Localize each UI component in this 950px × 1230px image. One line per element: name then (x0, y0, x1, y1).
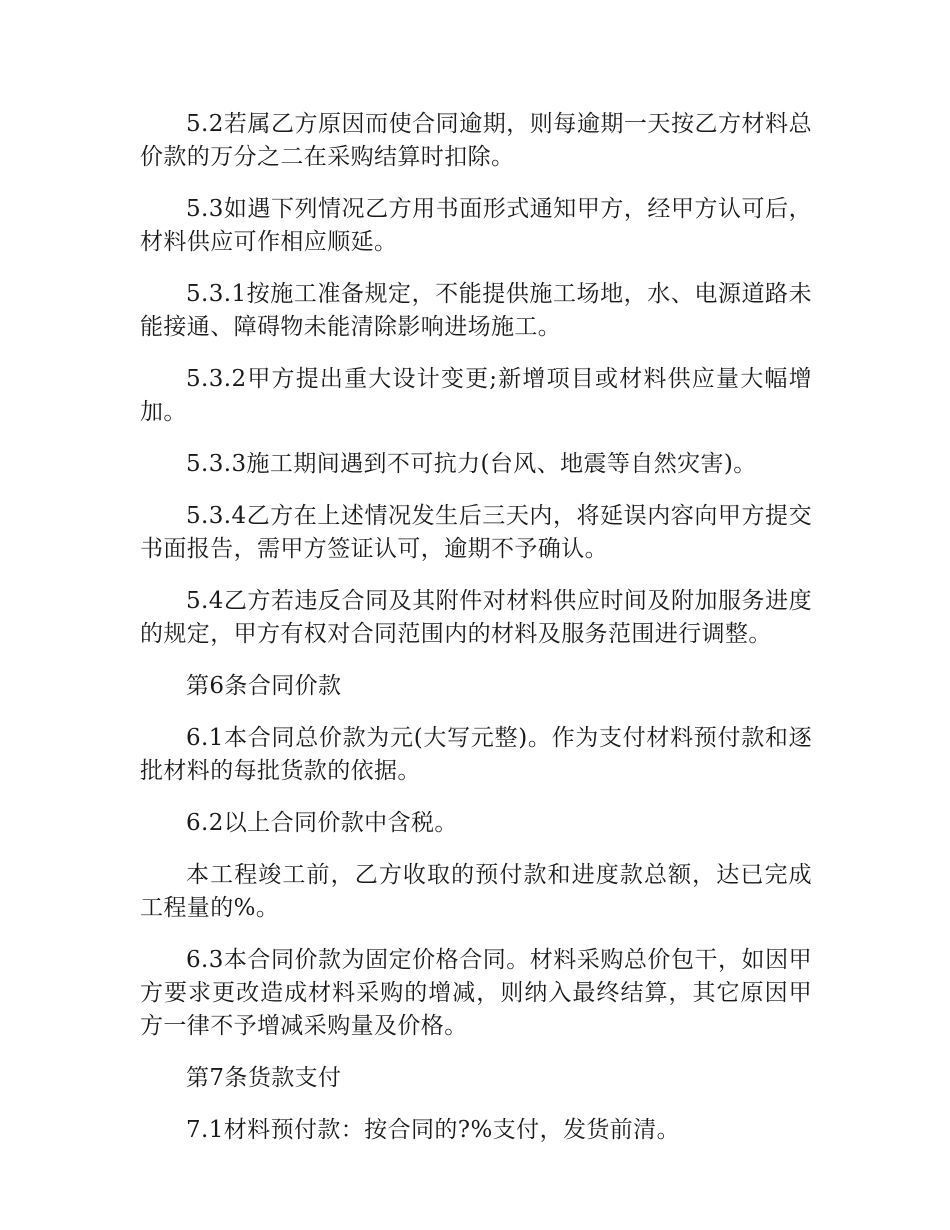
paragraph-5-3-3: 5.3.3施工期间遇到不可抗力(台风、地震等自然灾害)。 (186, 451, 757, 477)
paragraph-6-3: 6.3本合同价款为固定价格合同。材料采购总价包干，如因甲方要求更改造成材料采购的增减，则纳入最终结算，其它原因甲方一律不予增减采购量及价格。 (140, 947, 812, 1039)
paragraph-5-3-4: 5.3.4乙方在上述情况发生后三天内，将延误内容向甲方提交书面报告，需甲方签证认可，逾期不予确认。 (140, 503, 812, 562)
paragraph-6-2: 6.2以上合同价款中含税。 (186, 810, 458, 836)
paragraph-5-3: 5.3如遇下列情况乙方用书面形式通知甲方，经甲方认可后，材料供应可作相应顺延。 (140, 196, 812, 255)
paragraph-progress-payment: 本工程竣工前，乙方收取的预付款和进度款总额，达已完成工程量的%。 (140, 862, 812, 921)
document-body (140, 108, 812, 1166)
section-heading-article-6: 第6条合同价款 (186, 673, 342, 699)
paragraph-5-3-1: 5.3.1按施工准备规定，不能提供施工场地，水、电源道路未能接通、障碍物未能清除影响进场施工。 (140, 281, 812, 340)
paragraph-6-1: 6.1本合同总价款为元(大写元整)。作为支付材料预付款和逐批材料的每批货款的依据。 (140, 725, 812, 784)
section-heading-article-7: 第7条货款支付 (186, 1065, 342, 1091)
paragraph-5-3-2: 5.3.2甲方提出重大设计变更;新增项目或材料供应量大幅增加。 (140, 366, 812, 425)
paragraph-5-2: 5.2若属乙方原因而使合同逾期，则每逾期一天按乙方材料总价款的万分之二在采购结算时扣除。 (140, 111, 812, 170)
paragraph-7-1: 7.1材料预付款：按合同的?%支付，发货前清。 (186, 1117, 680, 1143)
paragraph-5-4: 5.4乙方若违反合同及其附件对材料供应时间及附加服务进度的规定，甲方有权对合同范围内的材料及服务范围进行调整。 (140, 588, 812, 647)
